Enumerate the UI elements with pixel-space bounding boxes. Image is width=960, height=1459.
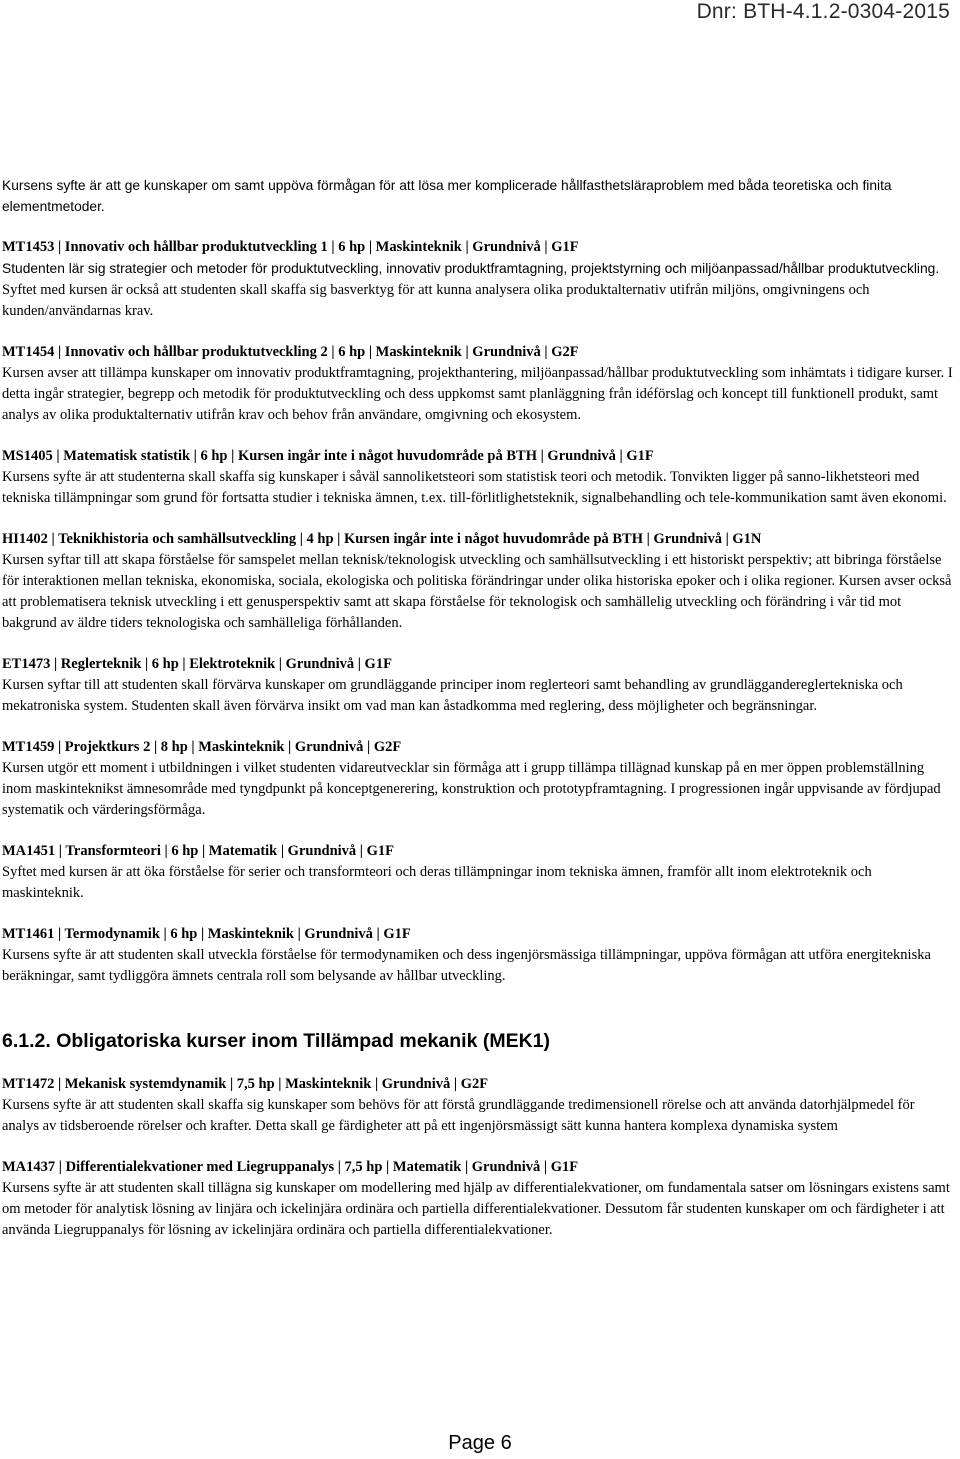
section-heading: 6.1.2. Obligatoriska kurser inom Tillämpad mekanik (MEK1): [2, 1030, 550, 1052]
course-title: MT1459 | Projektkurs 2 | 8 hp | Maskinteknik | Grundnivå | G2F: [2, 739, 402, 755]
course-description-text: Kursens syfte är att studenten skall tillägna sig kunskaper om modellering med hjälp av differentialekvationer, om fundamentala satser om lösningars existens samt om metoder för analytisk lösning av linjära och ickelinjära ordinära och partiella differentialekvationer. Dessutom får studenten kunskaper om och färdigheter i att använda Liegruppanalys för lösning av ickelinjära ordinära och partiella differentialekvationer.: [2, 1180, 950, 1238]
course-title: MA1437 | Differentialekvationer med Liegruppanalys | 7,5 hp | Matematik | Grundnivå | G1F: [2, 1159, 579, 1175]
page-body: [2, 175, 954, 1261]
course-list-a: [2, 237, 954, 987]
course-description: [2, 862, 954, 904]
course-description: [2, 467, 954, 509]
course-title: MT1453 | Innovativ och hållbar produktutveckling 1 | 6 hp | Maskinteknik | Grundnivå | G1F: [2, 239, 579, 255]
course-description-sans: Studenten lär sig strategier och metoder för produktutveckling, innovativ produktframtagning, projektstyrning och miljöanpassad/hållbar produktutveckling.: [2, 261, 940, 276]
intro-paragraph: Kursens syfte är att ge kunskaper om samt uppöva förmågan för att lösa mer komplicerade hållfasthetsläraproblem med båda teoretiska och finita elementmetoder.: [2, 178, 892, 214]
course-description: [2, 945, 954, 987]
course-title: ET1473 | Reglerteknik | 6 hp | Elektroteknik | Grundnivå | G1F: [2, 656, 392, 672]
course-block: [2, 737, 954, 821]
course-description-text: Syftet med kursen är också att studenten skall skaffa sig basverktyg för att kunna analysera olika produktalternativ utifrån miljöns, omgivningens och kunden/användarnas krav.: [2, 282, 870, 319]
course-block: [2, 237, 954, 322]
course-title: MA1451 | Transformteori | 6 hp | Matematik | Grundnivå | G1F: [2, 843, 395, 859]
document-number: Dnr: BTH-4.1.2-0304-2015: [696, 0, 950, 23]
course-block: [2, 529, 954, 634]
course-description: [2, 758, 954, 821]
course-block: [2, 654, 954, 717]
course-block: [2, 1157, 954, 1241]
course-title: MT1461 | Termodynamik | 6 hp | Maskinteknik | Grundnivå | G1F: [2, 926, 411, 942]
course-title: HI1402 | Teknikhistoria och samhällsutveckling | 4 hp | Kursen ingår inte i något huvudområde på BTH | Grundnivå | G1N: [2, 531, 762, 547]
course-description: [2, 363, 954, 426]
course-title: MT1454 | Innovativ och hållbar produktutveckling 2 | 6 hp | Maskinteknik | Grundnivå | G2F: [2, 344, 579, 360]
course-description-text: Kursens syfte är att studenterna skall skaffa sig kunskaper i såväl sannoliketsteori som statistisk teori och metodik. Tonvikten ligger på sanno-likhetsteori med tekniska tillämpningar som grund för fortsatta studier i tekniska ämnen, t.ex. till-förlitlighetsteknik, signalbehandling och tele-kommunikation samt även ekonomi.: [2, 469, 947, 506]
course-description-text: Kursens syfte är att studenten skall utveckla förståelse för termodynamiken och dess ingenjörsmässiga tillämpningar, uppöva förmågan att utföra energitekniska beräkningar, samt tydliggöra ämnets centrala roll som belysande av hållbar utveckling.: [2, 947, 931, 984]
course-description-text: Kursen syftar till att skapa förståelse för samspelet mellan teknisk/teknologisk utveckling och samhällsutveckling i ett historiskt perspektiv; att bibringa förståelse för interaktionen mellan tekniska, ekonomiska, sociala, ekologiska och politiska förändringar under olika historiska epoker och i olika regioner. Kursen avser också att problematisera teknisk utveckling i ett genusperspektiv samt att skapa förståelse för teknologisk och samhällelig utveckling och förändring i vår tid mot bakgrund av äldre tiders teknologiska och samhälleliga förhållanden.: [2, 552, 952, 631]
course-description: [2, 1095, 954, 1137]
course-block: [2, 841, 954, 904]
course-block: [2, 1074, 954, 1137]
course-description-text: Kursens syfte är att studenten skall skaffa sig kunskaper som behövs för att förstå grundläggande tredimensionell rörelse och att använda datorhjälpmedel för analys av tidsberoende rörelser och krafter. Detta skall ge färdigheter att på ett ingenjörsmässigt sätt kunna hantera komplexa dynamiska system: [2, 1097, 915, 1134]
course-description: [2, 550, 954, 634]
course-block: [2, 446, 954, 509]
course-list-b: [2, 1074, 954, 1241]
course-description: [2, 675, 954, 717]
course-description: [2, 258, 954, 322]
course-block: [2, 924, 954, 987]
course-title: MS1405 | Matematisk statistik | 6 hp | Kursen ingår inte i något huvudområde på BTH | Grundnivå | G1F: [2, 448, 654, 464]
course-description-text: Kursen utgör ett moment i utbildningen i vilket studenten vidareutvecklar sin förmåga att i grupp tillämpa tillägnad kunskap på en mer öppen problemställning inom maskinteknikst ämnesområde med tyngdpunkt på konceptgenerering, konstruktion och prototypframtagning. I progressionen ingår uppvisande av fördjupad systematik och värderingsförmåga.: [2, 760, 941, 818]
course-block: [2, 342, 954, 426]
course-description-text: Kursen syftar till att studenten skall förvärva kunskaper om grundläggande principer inom reglerteori samt behandling av grundläggandereglertekniska och mekatroniska system. Studenten skall även förvärva insikt om vad man kan åstadkomma med reglering, dess möjligheter och begränsningar.: [2, 677, 903, 714]
course-title: MT1472 | Mekanisk systemdynamik | 7,5 hp | Maskinteknik | Grundnivå | G2F: [2, 1076, 489, 1092]
course-description: [2, 1178, 954, 1241]
page-number: Page 6: [448, 1432, 512, 1454]
course-description-text: Syftet med kursen är att öka förståelse för serier och transformteori och deras tillämpningar inom tekniska ämnen, framför allt inom elektroteknik och maskinteknik.: [2, 864, 872, 901]
course-description-text: Kursen avser att tillämpa kunskaper om innovativ produktframtagning, projekthantering, miljöanpassad/hållbar produktutveckling som inhämtats i tidigare kurser. I detta ingår strategier, begrepp och metodik för produktutveckling och dess uppkomst samt planläggning från idéförslag och koncept till funktionell produkt, samt analys av olika produktalternativ utifrån krav och behov från användare, omgivning och ekosystem.: [2, 365, 953, 423]
